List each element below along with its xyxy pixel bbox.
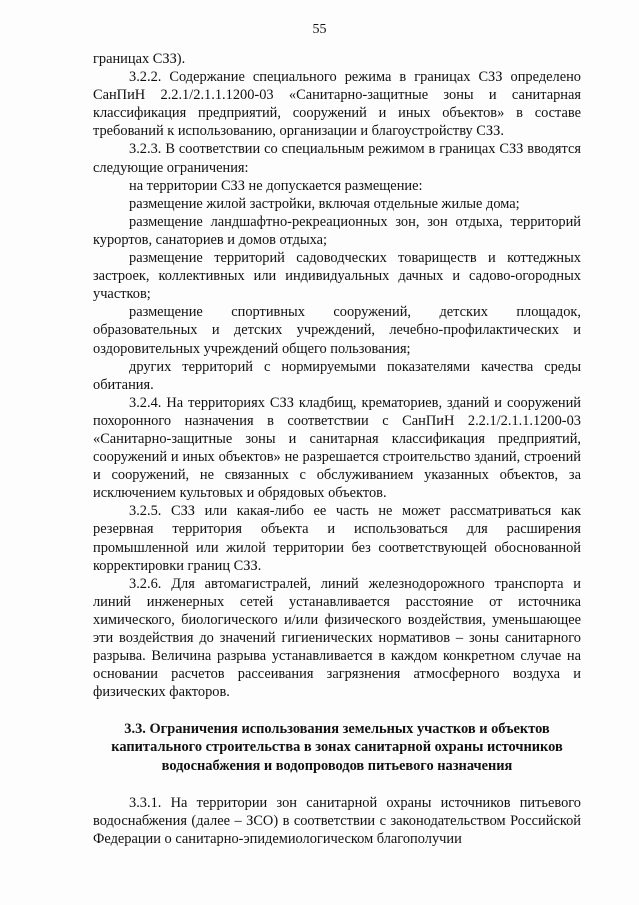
- paragraph-3-2-4: 3.2.4. На территориях СЗЗ кладбищ, крематориев, зданий и сооружений похоронного назначения в соответствии с СанПиН 2.2.1/2.1.1.1200-03 «Санитарно-защитные зоны и санитарная классификация предприятий, сооружений и иных объектов» не разрешается строительство зданий, строений и сооружений, не связанных с обслуживанием указанных объектов, за исключением культовых и обрядовых объектов.: [93, 394, 581, 502]
- paragraph-3-2-6: 3.2.6. Для автомагистралей, линий железнодорожного транспорта и линий инженерных сетей устанавливается расстояние от источника химического, биологического и/или физического воздействия, уменьшающее эти воздействия до значений гигиенических нормативов – зоны санитарного разрыва. Величина разрыва устанавливается в каждом конкретном случае на основании расчетов рассеивания загрязнения атмосферного воздуха и физических факторов.: [93, 575, 581, 701]
- restriction-item-gardening: размещение территорий садоводческих товариществ и коттеджных застроек, коллективных или индивидуальных дачных и садово-огородных участков;: [93, 250, 581, 303]
- restriction-item-sports: размещение спортивных сооружений, детских площадок, образовательных и детских учреждений, лечебно-профилактических и оздоровительных учреждений общего пользования;: [93, 304, 581, 357]
- paragraph-3-2-5: 3.2.5. СЗЗ или какая-либо ее часть не может рассматриваться как резервная территория объекта и использоваться для расширения промышленной или жилой территории без соответствующей обоснованной корректировки границ СЗЗ.: [93, 503, 581, 574]
- restriction-item-recreation: размещение ландшафтно-рекреационных зон, зон отдыха, территорий курортов, санаториев и домов отдыха;: [93, 213, 581, 248]
- restriction-item-housing: размещение жилой застройки, включая отдельные жилые дома;: [129, 195, 520, 212]
- restriction-intro: на территории СЗЗ не допускается размещение:: [129, 177, 423, 194]
- document-body: [93, 50, 581, 848]
- section-heading-3-3: 3.3. Ограничения использования земельных участков и объектов капитального строительства в зонах санитарной охраны источников водоснабжения и водопроводов питьевого назначения: [111, 721, 563, 774]
- page-number: 55: [312, 22, 327, 37]
- paragraph-continuation: границах СЗЗ).: [93, 51, 186, 67]
- paragraph-3-2-3: 3.2.3. В соответствии со специальным режимом в границах СЗЗ вводятся следующие ограничения:: [93, 141, 581, 176]
- paragraph-3-3-1: 3.3.1. На территории зон санитарной охраны источников питьевого водоснабжения (далее – ЗСО) в соответствии с законодательством Российской Федерации о санитарно-эпидемиологическом благополучии: [93, 794, 581, 847]
- restriction-item-other: других территорий с нормируемыми показателями качества среды обитания.: [93, 358, 581, 393]
- paragraph-3-2-2: 3.2.2. Содержание специального режима в границах СЗЗ определено СанПиН 2.2.1/2.1.1.1200-03 «Санитарно-защитные зоны и санитарная классификация предприятий, сооружений и иных объектов» в составе требований к использованию, организации и благоустройству СЗЗ.: [93, 69, 581, 140]
